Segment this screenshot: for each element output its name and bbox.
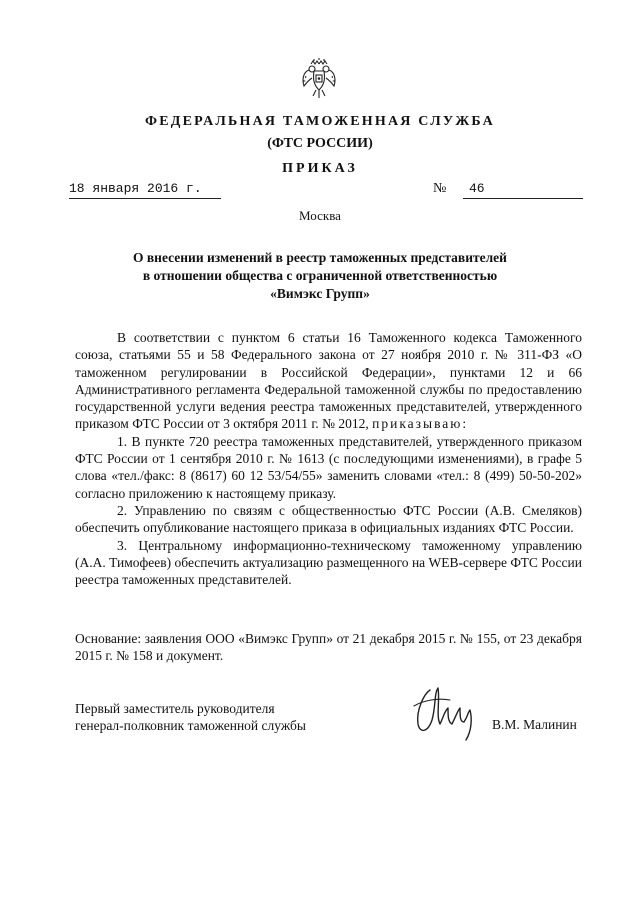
city: Москва [299, 208, 341, 223]
subject-line-3: «Вимэкс Групп» [270, 286, 370, 301]
order-number-label: № [433, 181, 447, 196]
order-word: приказываю: [372, 416, 469, 432]
order-basis: Основание: заявления ООО «Вимэкс Групп» от 21 декабря 2015 г. № 155, от 23 декабря 2015 г. № 158 и документ. [75, 631, 582, 664]
order-date: 18 января 2016 г. [69, 181, 221, 199]
order-body [75, 329, 582, 588]
organization-short-name: (ФТС РОССИИ) [267, 136, 373, 151]
order-subject [90, 249, 550, 303]
signer-position [75, 700, 306, 735]
signer-position-line-1: Первый заместитель руководителя [75, 701, 275, 716]
organization-name: ФЕДЕРАЛЬНАЯ ТАМОЖЕННАЯ СЛУЖБА [145, 114, 495, 129]
document-type-title: ПРИКАЗ [282, 161, 358, 176]
order-number [463, 181, 583, 199]
signer-name: В.М. Малинин [492, 717, 577, 732]
body-item-2: 2. Управлению по связям с общественностью ФТС России (А.В. Смеляков) обеспечить опубликование настоящего приказа в официальных изданиях ФТС России. [75, 502, 582, 536]
double-headed-eagle-icon [301, 58, 337, 100]
body-intro-paragraph [75, 329, 582, 433]
body-item-1: 1. В пункте 720 реестра таможенных представителей, утвержденного приказом ФТС России от 1 сентября 2010 г. № 1613 (с последующими изменениями), в графе 5 слова «тел./факс: 8 (8617) 60 12 53/54/55» заменить словами «тел.: 8 (499) 50-50-202» согласно приложению к настоящему приказу. [75, 433, 582, 501]
order-number-value: 46 [469, 181, 485, 196]
body-intro-text: В соответствии с пунктом 6 статьи 16 Таможенного кодекса Таможенного союза, статьями 55 и 58 Федерального закона от 27 ноября 2010 г. № 311-ФЗ «О таможенном регулировании в Российской Федерации», пунктами 12 и 66 Административного регламента Федеральной таможенной службы по предоставлению государственной услуги ведения реестра таможенных представителей, утвержденного приказом ФТС России от 3 октября 2011 г. № 2012, [75, 330, 582, 432]
subject-line-2: в отношении общества с ограниченной ответственностью [142, 268, 498, 283]
subject-line-1: О внесении изменений в реестр таможенных представителей [133, 250, 507, 265]
signer-position-line-2: генерал-полковник таможенной службы [75, 718, 306, 734]
body-item-3: 3. Центральному информационно-техническому таможенному управлению (А.А. Тимофеев) обеспечить актуализацию размещенного на WEB-сервере ФТС России реестра таможенных представителей. [75, 537, 582, 588]
signature-icon [404, 676, 484, 746]
